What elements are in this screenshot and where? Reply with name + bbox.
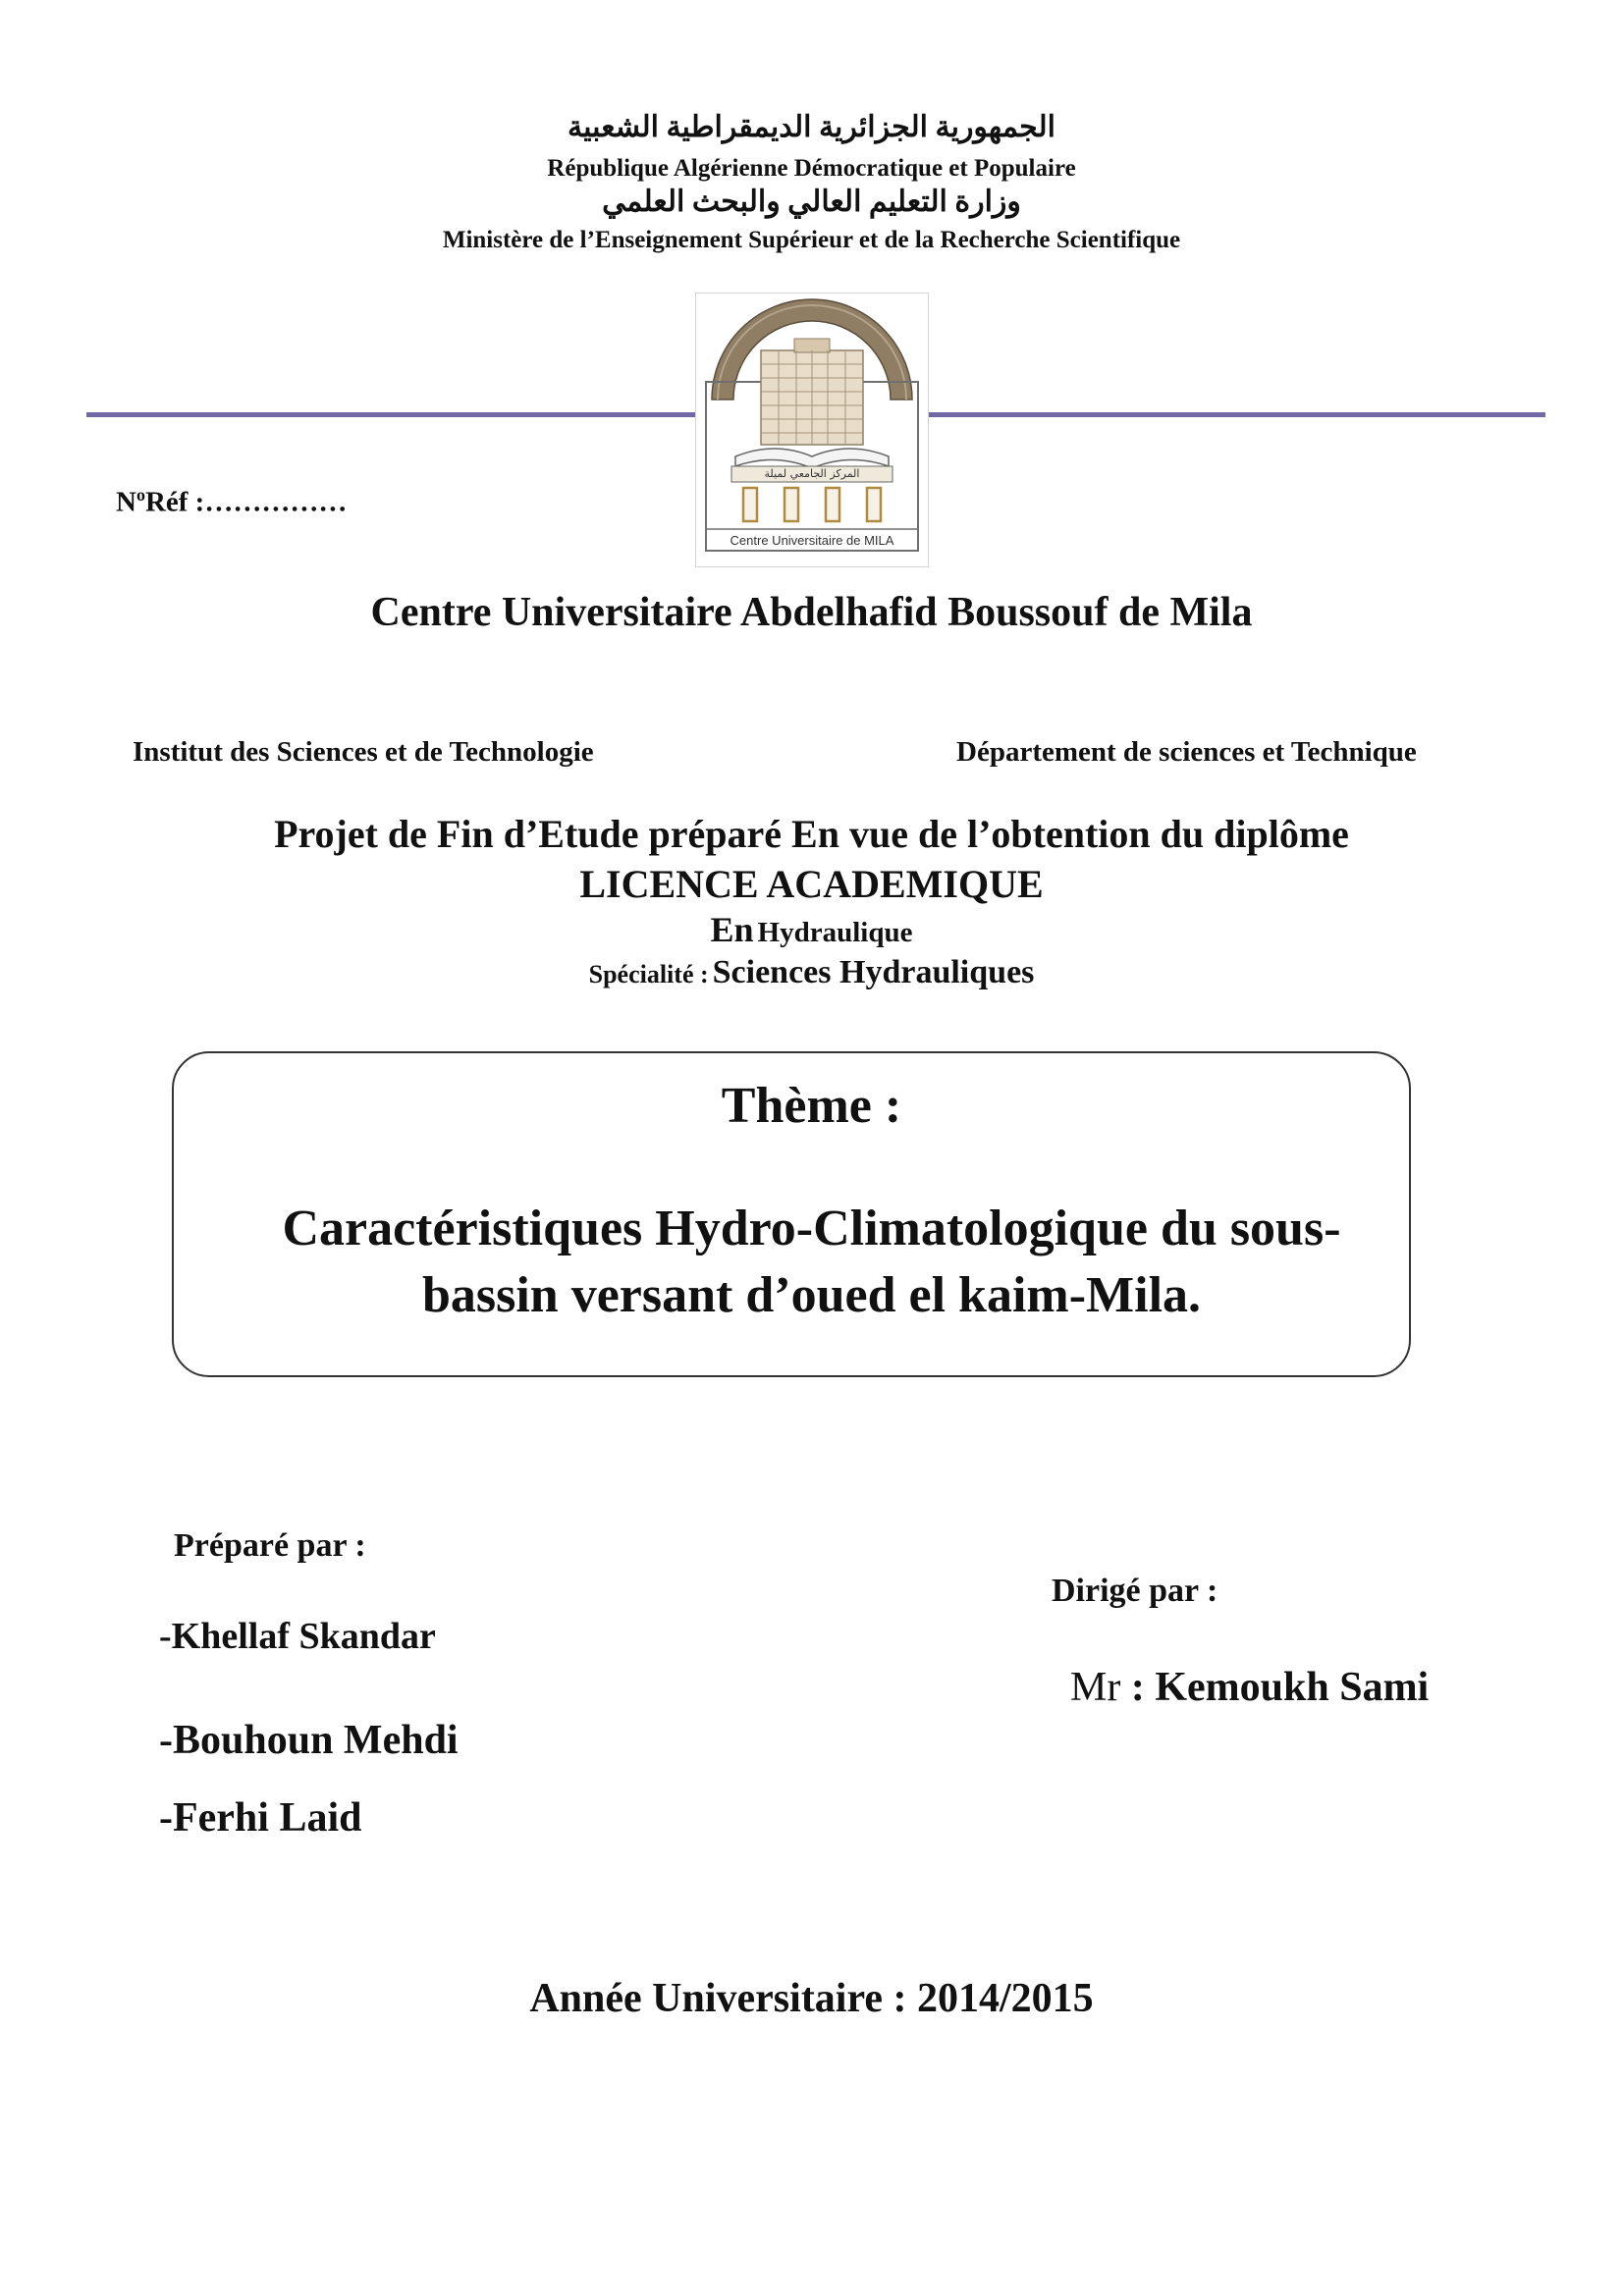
reference-number: $N^oRéf$ :…………… xyxy=(116,485,348,518)
academic-year: Année Universitaire : 2014/2015 xyxy=(529,1976,1094,2021)
republic-title: République Algérienne Démocratique et Populaire xyxy=(547,155,1076,182)
project-statement: Projet de Fin d’Etude préparé En vue de l’obtention du diplôme xyxy=(274,812,1349,856)
university-logo xyxy=(695,293,929,567)
degree-title: LICENCE ACADEMIQUE xyxy=(579,862,1044,906)
header-rule-right xyxy=(929,412,1545,417)
arabic-ministry-line: ﻭﺯﺍﺭﺓ ﺍﻟﺘﻌﻠﻴﻢ ﺍﻟﻌﺎﻟﻲ ﻭﺍﻟﺒﺤﺚ ﺍﻟﻌﻠﻤﻲ xyxy=(602,186,1021,218)
specialty-line: Spécialité : Sciences Hydrauliques xyxy=(588,954,1035,990)
theme-label: Thème : xyxy=(721,1078,902,1134)
field-line: En Hydraulique xyxy=(710,910,913,949)
thesis-title-line-1: Caractéristiques Hydro-Climatologique du sous- xyxy=(282,1201,1341,1256)
department-name: Département de sciences et Technique xyxy=(956,736,1417,768)
header-rule-left xyxy=(86,412,697,417)
author-name: -Ferhi Laid xyxy=(159,1795,362,1841)
building-arch-icon xyxy=(696,294,928,566)
directed-by-label: Dirigé par : xyxy=(1052,1573,1218,1609)
institution-name: Centre Universitaire Abdelhafid Boussouf de Mila xyxy=(370,590,1253,635)
arabic-republic-line: ﺍﻟﺠﻤﻬﻮﺭﻳﺔ ﺍﻟﺠﺰﺍﺋﺮﻳﺔ ﺍﻟﺪﻳﻤﻘﺮﺍﻃﻴﺔ ﺍﻟﺸﻌﺒﻴﺔ xyxy=(568,111,1055,143)
author-name: -Bouhoun Mehdi xyxy=(159,1718,459,1763)
ministry-title: Ministère de l’Enseignement Supérieur et de la Recherche Scientifique xyxy=(442,227,1181,253)
prepared-by-label: Préparé par : xyxy=(174,1527,366,1564)
institute-name: Institut des Sciences et de Technologie xyxy=(133,736,594,768)
thesis-title-line-2: bassin versant d’oued el kaim-Mila. xyxy=(421,1267,1202,1323)
logo-caption: Centre Universitaire de MILA xyxy=(730,533,894,548)
author-name: -Khellaf Skandar xyxy=(159,1616,436,1657)
supervisor-name: Mr : Kemoukh Sami xyxy=(1070,1665,1430,1710)
logo-arabic-banner: ﺍﻟﻤﺮﻛﺰ ﺍﻟﺠﺎﻣﻌﻲ ﻟﻤﻴﻠﺔ xyxy=(764,467,860,480)
